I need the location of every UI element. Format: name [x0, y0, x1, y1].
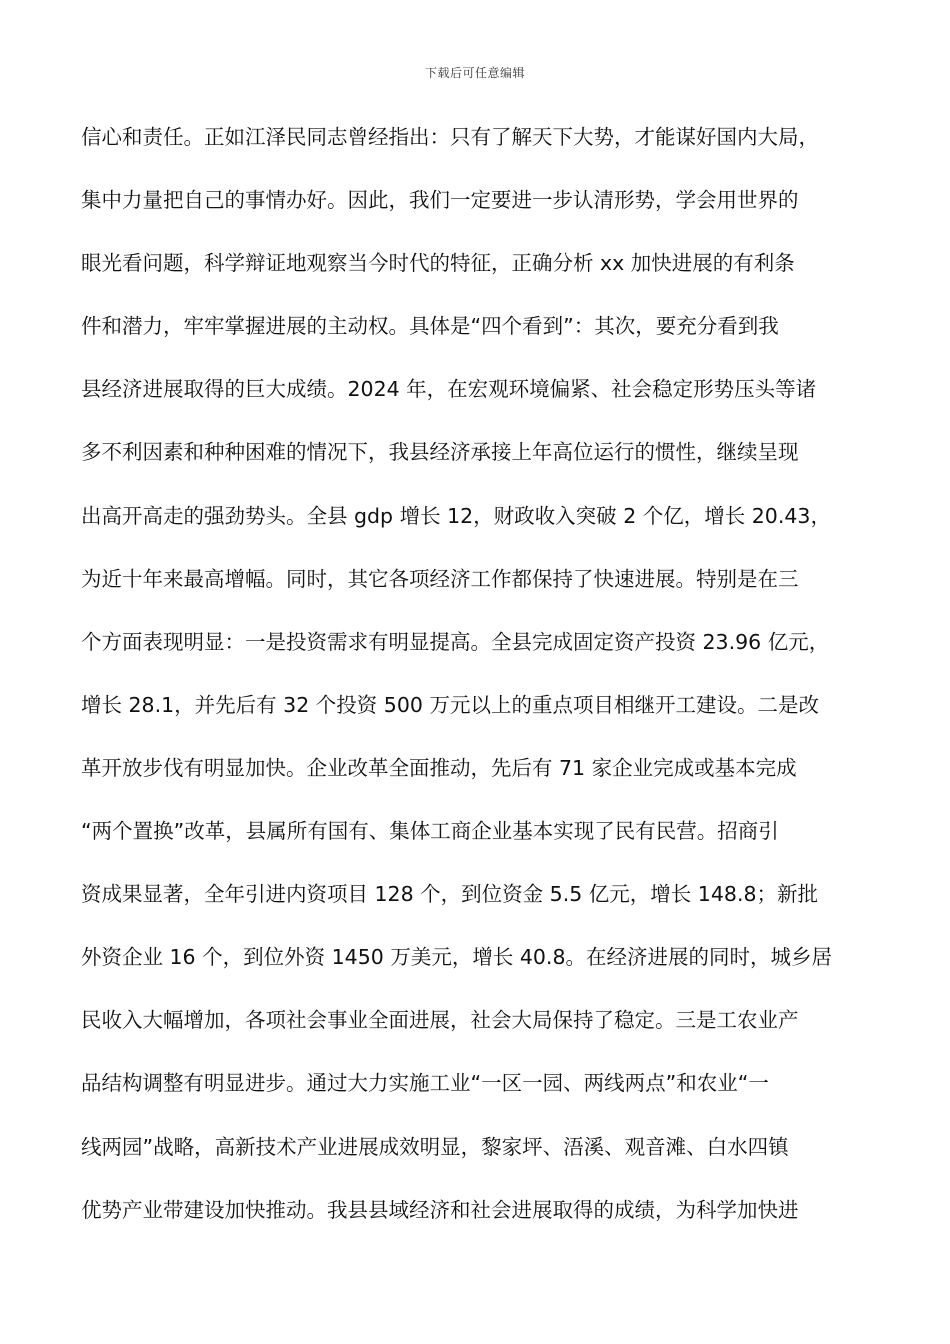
text-line: 增长 28.1，并先后有 32 个投资 500 万元以上的重点项目相继开工建设。二是改 — [81, 692, 819, 717]
text-line: 革开放步伐有明显加快。企业改革全面推动，先后有 71 家企业完成或基本完成 — [81, 755, 797, 780]
text-line: 集中力量把自己的事情办好。因此，我们一定要进一步认清形势，学会用世界的 — [81, 188, 799, 213]
text-line: 个方面表现明显：一是投资需求有明显提高。全县完成固定资产投资 23.96 亿元， — [81, 629, 830, 654]
text-line: 信心和责任。正如江泽民同志曾经指出：只有了解天下大势，才能谋好国内大局， — [81, 125, 819, 149]
text-line: 优势产业带建设加快推动。我县县域经济和社会进展取得的成绩，为科学加快进 — [81, 1197, 799, 1222]
text-line: 资成果显著，全年引进内资项目 128 个，到位资金 5.5 亿元，增长 148.8；新批 — [81, 882, 818, 907]
text-line: 件和潜力，牢牢掌握进展的主动权。具体是“四个看到”：其次，要充分看到我 — [81, 314, 779, 339]
text-line: 外资企业 16 个，到位外资 1450 万美元，增长 40.8。在经济进展的同时，城乡居 — [81, 945, 832, 970]
text-line: 出高开高走的强劲势头。全县 gdp 增长 12，财政收入突破 2 个亿，增长 20.43， — [81, 503, 831, 528]
page-header: 下载后可任意编辑 — [424, 66, 525, 80]
text-line: 多不利因素和种种困难的情况下，我县经济承接上年高位运行的惯性，继续呈现 — [81, 440, 799, 465]
text-line: “两个置换”改革，县属所有国有、集体工商企业基本实现了民有民营。招商引 — [81, 819, 779, 844]
text-line: 民收入大幅增加，各项社会事业全面进展，社会大局保持了稳定。三是工农业产 — [81, 1008, 799, 1033]
text-line: 线两园”战略，高新技术产业进展成效明显，黎家坪、浯溪、观音滩、白水四镇 — [81, 1134, 789, 1159]
document-body — [81, 120, 881, 1256]
text-line: 县经济进展取得的巨大成绩。2024 年，在宏观环境偏紧、社会稳定形势压头等诸 — [81, 377, 817, 402]
text-line: 为近十年来最高增幅。同时，其它各项经济工作都保持了快速进展。特别是在三 — [81, 566, 799, 591]
text-line: 品结构调整有明显进步。通过大力实施工业“一区一园、两线两点”和农业“一 — [81, 1071, 769, 1096]
text-line: 眼光看问题，科学辩证地观察当今时代的特征，正确分析 xx 加快进展的有利条 — [81, 251, 795, 276]
